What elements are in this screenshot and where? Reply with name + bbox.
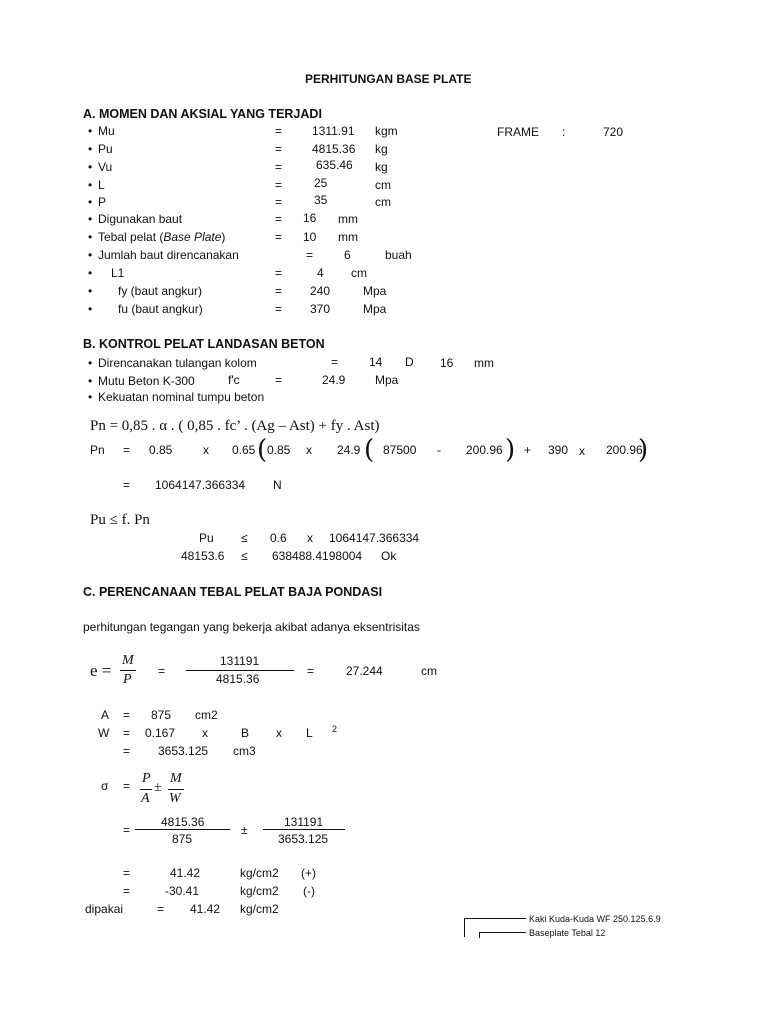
param-value: 370 [310,302,331,316]
w-unit: cm3 [233,744,256,758]
param-unit: Mpa [363,284,387,298]
param-unit: mm [338,212,358,226]
dipakai-unit: kg/cm2 [240,902,279,916]
page-title: PERHITUNGAN BASE PLATE [305,72,472,86]
e-lhs: e = [90,661,112,680]
legend-item-wf: Kaki Kuda-Kuda WF 250.125.6.9 [529,914,661,924]
leader-line [464,918,465,937]
bullet: • [88,178,93,192]
equals-sign: = [123,744,131,758]
times-sign: x [307,531,313,545]
equals-sign: = [123,708,131,722]
times-sign: x [203,443,209,457]
equals-sign: = [331,355,339,369]
equals-sign: = [275,142,283,156]
plus-minus: ± [154,780,162,795]
equals-sign: = [306,248,314,262]
e-value: 27.244 [346,664,383,678]
param-value: 16 [303,211,317,225]
check-factor: 0.6 [270,531,287,545]
paren-open: ( [257,435,268,465]
fraction-bar [120,670,136,671]
fraction-bar [135,829,230,830]
check-status: Ok [381,549,397,563]
bullet: • [88,248,93,262]
bullet: • [88,266,93,280]
equals-sign: = [123,866,131,880]
param-unit: cm [375,178,391,192]
bullet: • [88,374,93,388]
frame-colon: : [562,125,566,139]
sigma-w: W [169,791,181,806]
e-denominator: P [123,672,132,687]
sigma-unit: kg/cm2 [240,884,279,898]
a-value: 875 [151,708,172,722]
param-unit: buah [385,248,412,262]
w-b: B [241,726,250,740]
param-label: L [98,178,105,192]
w-value: 3653.125 [158,744,209,758]
param-label: Mu [98,124,115,138]
bullet: • [88,390,93,404]
pn-result: 1064147.366334 [155,478,246,492]
mutu-label: Mutu Beton K-300 [98,374,195,388]
check-lhs: 48153.6 [181,549,225,563]
section-c-heading: C. PERENCANAAN TEBAL PELAT BAJA PONDASI [83,585,383,599]
kekuatan-label: Kekuatan nominal tumpu beton [98,390,265,404]
sigma-den1: 875 [172,832,193,846]
legend-item-baseplate: Baseplate Tebal 12 [529,928,606,938]
param-value: 4 [317,266,324,280]
times-sign: x [202,726,208,740]
section-a-heading: A. MOMEN DAN AKSIAL YANG TERJADI [83,107,322,121]
equals-sign: = [275,160,283,174]
param-label: Jumlah baut direncanakan [98,248,239,262]
label-end: ) [221,230,226,244]
sigma-sign: (-) [303,884,315,898]
frame-label: FRAME [497,125,539,139]
tulangan-d: D [405,355,414,369]
bullet: • [88,302,93,316]
label-italic: Base Plate [163,230,222,244]
fraction-bar [263,829,345,830]
sigma-num2: 131191 [284,815,324,829]
param-unit: cm [375,195,391,209]
fraction-bar [186,670,294,671]
param-value: 35 [314,193,328,207]
leader-line [479,932,526,933]
equals-sign: = [275,373,283,387]
param-value: 635.46 [316,158,353,172]
param-label: Vu [98,160,113,174]
mutu-symbol: f'c [228,373,240,387]
sigma-symbol: σ [101,779,109,793]
fraction-bar [140,789,152,790]
e-num-value: 131191 [220,654,260,668]
ast-value: 200.96 [466,443,503,457]
coef-value: 0.85 [267,443,291,457]
equals-sign: = [123,478,131,492]
param-value: 1311.91 [312,124,355,138]
times-sign: x [579,444,585,458]
times-sign: x [276,726,282,740]
bullet: • [88,284,93,298]
plus-sign: + [524,443,532,457]
equals-sign: = [275,230,283,244]
sigma-p: P [142,771,151,786]
a-unit: cm2 [195,708,218,722]
sigma-max: 41.42 [170,866,201,880]
bullet: • [88,142,93,156]
w-power: 2 [332,724,338,734]
sigma-m: M [170,771,182,786]
check-formula: Pu ≤ f. Pn [90,512,150,528]
param-value: 6 [344,248,351,262]
equals-sign: = [275,124,283,138]
bullet: • [88,124,93,138]
check-pn: 1064147.366334 [329,531,420,545]
param-label: P [98,195,107,209]
param-value: 4815.36 [312,142,356,156]
w-factor: 0.167 [145,726,176,740]
param-unit: kg [375,142,388,156]
equals-sign: = [157,902,165,916]
a-label: A [101,708,110,722]
param-value: 10 [303,230,317,244]
param-unit: kg [375,160,388,174]
ag-value: 87500 [383,443,417,457]
plus-minus: ± [241,823,248,837]
fc-value: 24.9 [337,443,361,457]
section-b-heading: B. KONTROL PELAT LANDASAN BETON [83,337,325,351]
check-pu: Pu [199,531,214,545]
tulangan-count: 14 [369,355,383,369]
tulangan-label: Direncanakan tulangan kolom [98,356,257,370]
mutu-unit: Mpa [375,373,399,387]
minus-sign: - [437,443,441,457]
param-unit: kgm [375,124,398,138]
label-text: Tebal pelat ( [98,230,164,244]
dipakai-label: dipakai [85,902,124,916]
param-label: Digunakan baut [98,212,183,226]
tulangan-diameter: 16 [440,356,454,370]
le-sign: ≤ [241,531,248,545]
pn-formula: Pn = 0,85 . α . ( 0,85 . fc’ . (Ag – Ast) + fy . Ast) [90,418,380,434]
bullet: • [88,356,93,370]
e-numerator: M [122,653,134,668]
equals-sign: = [123,443,131,457]
leader-line [479,932,480,938]
equals-sign: = [123,884,131,898]
paren-close: ) [638,435,649,465]
param-label: Pu [98,142,113,156]
ast-value: 200.96 [606,443,643,457]
bullet: • [88,160,93,174]
param-value: 240 [310,284,331,298]
fy-value: 390 [548,443,569,457]
equals-sign: = [123,823,131,837]
times-sign: x [306,443,312,457]
param-unit: Mpa [363,302,387,316]
param-label [98,230,225,244]
sigma-sign: (+) [301,866,316,880]
equals-sign: = [275,284,283,298]
paren-open: ( [364,435,375,465]
param-unit: mm [338,230,358,244]
sigma-den2: 3653.125 [278,832,329,846]
equals-sign: = [275,266,283,280]
pn-unit: N [273,478,282,492]
param-label: fu (baut angkur) [118,302,203,316]
paren-close: ) [505,435,516,465]
param-unit: cm [351,266,367,280]
le-sign: ≤ [241,549,248,563]
dipakai-value: 41.42 [190,902,221,916]
equals-sign: = [275,195,283,209]
alpha-value: 0.65 [232,443,256,457]
equals-sign: = [158,664,166,678]
equals-sign: = [275,302,283,316]
equals-sign: = [275,178,283,192]
e-unit: cm [421,664,437,678]
pn-symbol: Pn [90,443,105,457]
w-label: W [98,726,110,740]
equals-sign: = [307,664,315,678]
bullet: • [88,230,93,244]
e-den-value: 4815.36 [216,672,260,686]
equals-sign: = [275,212,283,226]
equals-sign: = [123,779,131,793]
sigma-unit: kg/cm2 [240,866,279,880]
leader-line [464,918,526,919]
section-c-intro: perhitungan tegangan yang bekerja akibat adanya eksentrisitas [83,620,420,634]
w-l: L [306,726,313,740]
param-label: L1 [111,266,125,280]
param-value: 25 [314,176,328,190]
param-label: fy (baut angkur) [118,284,203,298]
bullet: • [88,212,93,226]
phi-value: 0.85 [149,443,173,457]
sigma-a: A [141,791,150,806]
equals-sign: = [123,726,131,740]
sigma-num1: 4815.36 [161,815,205,829]
bullet: • [88,195,93,209]
mutu-value: 24.9 [322,373,346,387]
fraction-bar [168,789,184,790]
tulangan-unit: mm [474,356,494,370]
frame-value: 720 [603,125,624,139]
sigma-min: -30.41 [165,884,200,898]
check-rhs: 638488.4198004 [272,549,363,563]
